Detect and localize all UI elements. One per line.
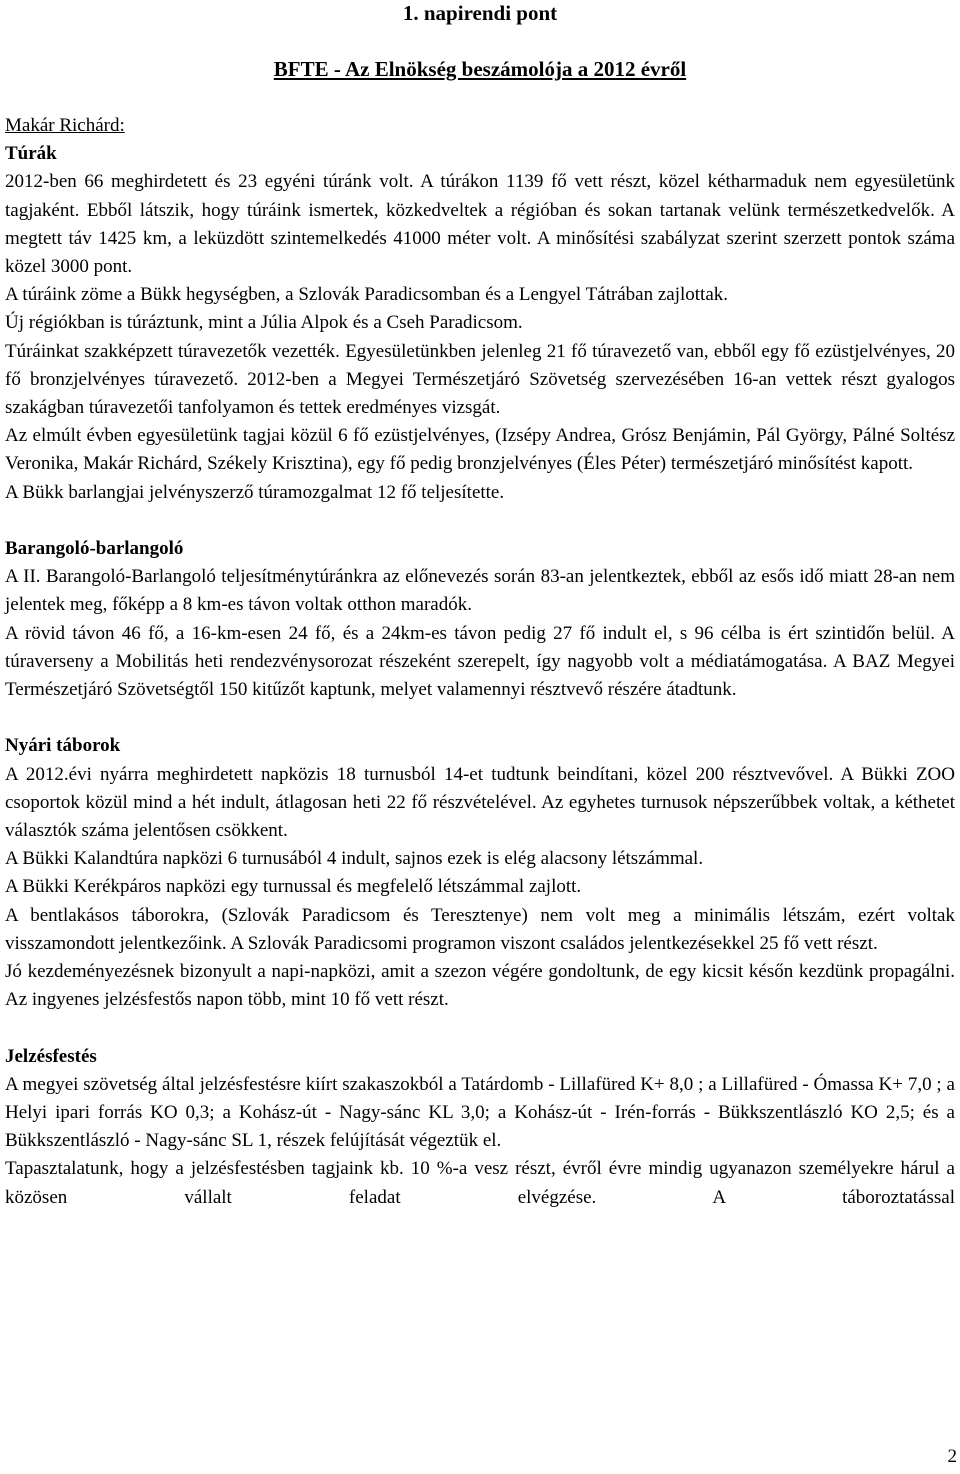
- section-heading-nyari: Nyári táborok: [5, 735, 121, 757]
- paragraph: A Bükk barlangjai jelvényszerző túramozgalmat 12 fő teljesítette.: [5, 481, 505, 503]
- paragraph: A túráink zöme a Bükk hegységben, a Szlovák Paradicsomban és a Lengyel Tátrában zajlottak.: [5, 284, 729, 306]
- paragraph: Jó kezdeményezésnek bizonyult a napi-napközi, amit a szezon végére gondoltunk, de egy kicsit későn kezdünk propagálni. Az ingyenes jelzésfestős napon több, mint 10 fő vett részt.: [5, 961, 955, 1011]
- section-spacer: [5, 1014, 955, 1042]
- section-heading-barangolo: Barangoló-barlangoló: [5, 538, 184, 560]
- paragraph: A bentlakásos táborokra, (Szlovák Paradicsom és Teresztenye) nem volt meg a minimális létszám, ezért voltak visszamondott jelentkezőink. A Szlovák Paradicsomi programon viszont családos jelentkezésekkel 25 fő vett részt.: [5, 904, 955, 954]
- section-heading-jelzes: Jelzésfestés: [5, 1045, 97, 1067]
- section-spacer: [5, 704, 955, 732]
- speaker-name: Makár Richárd:: [5, 115, 125, 136]
- paragraph: A megyei szövetség által jelzésfestésre kiírt szakaszokból a Tatárdomb - Lillafüred K+ 8,0 ; a Lillafüred - Ómassa K+ 7,0 ; a Helyi ipari forrás KO 0,3; a Kohász-út - Nagy-sánc KL 3,0; a Kohász-út - Irén-forrás - Bükkszentlászló KO 2,5; és a Bükkszentlászló - Nagy-sánc SL 1, részek felújítását végeztük el.: [5, 1073, 955, 1152]
- paragraph: A Bükki Kerékpáros napközi egy turnussal és megfelelő létszámmal zajlott.: [5, 876, 582, 898]
- paragraph: A Bükki Kalandtúra napközi 6 turnusából 4 indult, sajnos ezek is elég alacsony létszámmal.: [5, 848, 704, 870]
- paragraph: Új régiókban is túráztunk, mint a Júlia Alpok és a Cseh Paradicsom.: [5, 312, 523, 334]
- paragraph: Az elmúlt évben egyesületünk tagjai közül 6 fő ezüstjelvényes, (Izsépy Andrea, Grósz Benjámin, Pál György, Pálné Soltész Veronika, Makár Richárd, Székely Krisztina), egy fő pedig bronzjelvényes (Éles Péter) természetjáró minősítést kapott.: [5, 425, 955, 475]
- section-spacer: [5, 507, 955, 535]
- section-heading-turak: Túrák: [5, 143, 57, 165]
- paragraph: A 2012.évi nyárra meghirdetett napközis 18 turnusból 14-et tudtunk beindítani, közel 200 résztvevővel. A Bükki ZOO csoportok közül mind a hét indult, átlagosan heti 22 fő részvételével. Az egyhetes turnusok népszerűbbek voltak, a kéthetet választók száma jelentősen csökkent.: [5, 763, 955, 842]
- paragraph: 2012-ben 66 meghirdetett és 23 egyéni túránk volt. A túrákon 1139 fő vett részt, közel kétharmaduk nem egyesületünk tagjaként. Ebből látszik, hogy túráink ismertek, közkedveltek a régióban és sokan tartanak velünk természetkedvelők. A megtett táv 1425 km, a leküzdött szintemelkedés 41000 méter volt. A minősítési szabályzat szerint szerzett pontok száma közel 3000 pont.: [5, 171, 955, 278]
- document-title: BFTE - Az Elnökség beszámolója a 2012 évről: [273, 57, 687, 81]
- paragraph: A rövid távon 46 fő, a 16-km-esen 24 fő, és a 24km-es távon pedig 27 fő indult el, s 96 célba is ért szintidőn belül. A túraverseny a Mobilitás heti rendezvénysorozat részeként szerepelt, így nagyobb volt a médiatámogatása. A BAZ Megyei Természetjáró Szövetségtől 150 kitűzőt kaptunk, melyet valamennyi résztvevő részére átadtunk.: [5, 622, 955, 701]
- page-number: 2: [947, 1446, 957, 1467]
- paragraph: Tapasztalatunk, hogy a jelzésfestésben tagjaink kb. 10 %-a vesz részt, évről évre mindig ugyanazon személyekre hárul a közösen vállalt feladat elvégzése. A táboroztatással: [5, 1158, 955, 1208]
- paragraph: Túráinkat szakképzett túravezetők vezették. Egyesületünkben jelenleg 21 fő túravezető van, ebből egy fő ezüstjelvényes, 20 fő bronzjelvényes túravezető. 2012-ben a Megyei Természetjáró Szövetség szervezésében 16-an vettek részt gyalogos szakágban túravezetői tanfolyamon és tettek eredményes vizsgát.: [5, 340, 955, 419]
- document-body: [5, 112, 955, 1212]
- paragraph: A II. Barangoló-Barlangoló teljesítménytúránkra az előnevezés során 83-an jelentkeztek, ebből az esős idő miatt 28-an nem jelentek meg, főképp a 8 km-es távon voltak otthon maradók.: [5, 566, 955, 616]
- agenda-heading: 1. napirendi pont: [402, 1, 558, 25]
